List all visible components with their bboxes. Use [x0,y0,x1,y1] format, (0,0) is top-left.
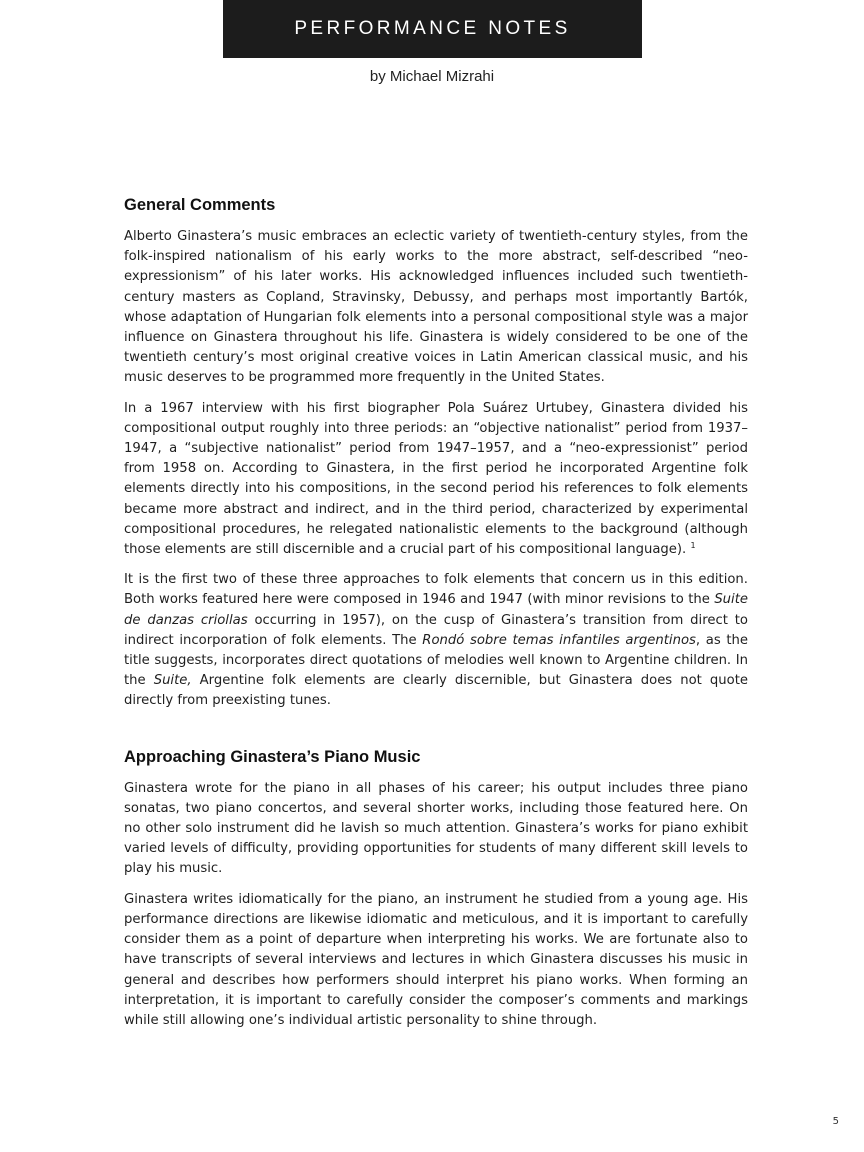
section-heading-approaching-piano-music: Approaching Ginastera’s Piano Music [124,747,421,766]
footnote-marker[interactable]: 1 [690,541,696,551]
work-title-suite-short: Suite, [153,673,192,689]
page-number: 5 [832,1116,839,1127]
work-title-rondo: Rondó sobre temas infantiles argentinos [422,632,696,648]
paragraph: Alberto Ginastera’s music embraces an eclectic variety of twentieth-century styles, from the folk-inspired nationalism of his early works to the more abstract, self-described “neo-expressionism” of his later works. His acknowledged influences included such twentieth-century masters as Copland, Stravinsky, Debussy, and perhaps most importantly Bartók, whose adaptation of Hungarian folk elements into a personal compositional style was a major influence on Ginastera throughout his life. Ginastera is widely considered to be one of the twentieth century’s most original creative voices in Latin American classical music, and his music deserves to be programmed more frequently in the United States. [124,229,748,386]
page-title: PERFORMANCE NOTES [294,18,571,39]
header-banner [223,0,642,58]
paragraph: It is the first two of these three approaches to folk elements that concern us in this edition. Both works featured here were composed in 1946 and 1947 (with minor revisions to the Suite de danzas criollas occurring in 1957), on the cusp of Ginastera’s transition from direct to indirect incorporation of folk elements. The Rondó sobre temas infantiles argentinos, as the title suggests, incorporates direct quotations of melodies well known to Argentine children. In the Suite, Argentine folk elements are clearly discernible, but Ginastera does not quote directly from preexisting tunes. [124,572,748,709]
section-heading-general-comments: General Comments [124,196,276,214]
paragraph: Ginastera wrote for the piano in all phases of his career; his output includes three piano sonatas, two piano concertos, and several shorter works, including those featured here. On no other solo instrument did he lavish so much attention. Ginastera’s works for piano exhibit varied levels of difficulty, providing opportunities for students of many different skill levels to play his music. [124,780,748,877]
article-body [124,196,748,1041]
section-spacer [124,722,748,748]
author-byline: by Michael Mizrahi [369,68,495,85]
paragraph: In a 1967 interview with his first biographer Pola Suárez Urtubey, Ginastera divided his compositional output roughly into three periods: an “objective nationalist” period from 1937–1947, a “subjective nationalist” period from 1947–1957, and a “neo-expressionist” period from 1958 on. According to Ginastera, in the first period he incorporated Argentine folk elements directly into his compositions, in the second period his references to folk elements became more abstract and indirect, and in the third period, characterized by experimental compositional procedures, he relegated nationalistic elements to the background (although those elements are still discernible and a crucial part of his compositional language). $^1$ [124,400,748,558]
work-title-suite: Suite de danzas criollas [124,592,748,628]
paragraph: Ginastera writes idiomatically for the piano, an instrument he studied from a young age. His performance directions are likewise idiomatic and meticulous, and it is important to carefully consider them as a point of departure when interpreting his works. We are fortunate also to have transcripts of several interviews and lectures in which Ginastera discusses his music in general and describes how performers should interpret his piano works. When forming an interpretation, it is important to carefully consider the composer’s comments and markings while still allowing one’s individual artistic personality to shine through. [124,891,748,1028]
